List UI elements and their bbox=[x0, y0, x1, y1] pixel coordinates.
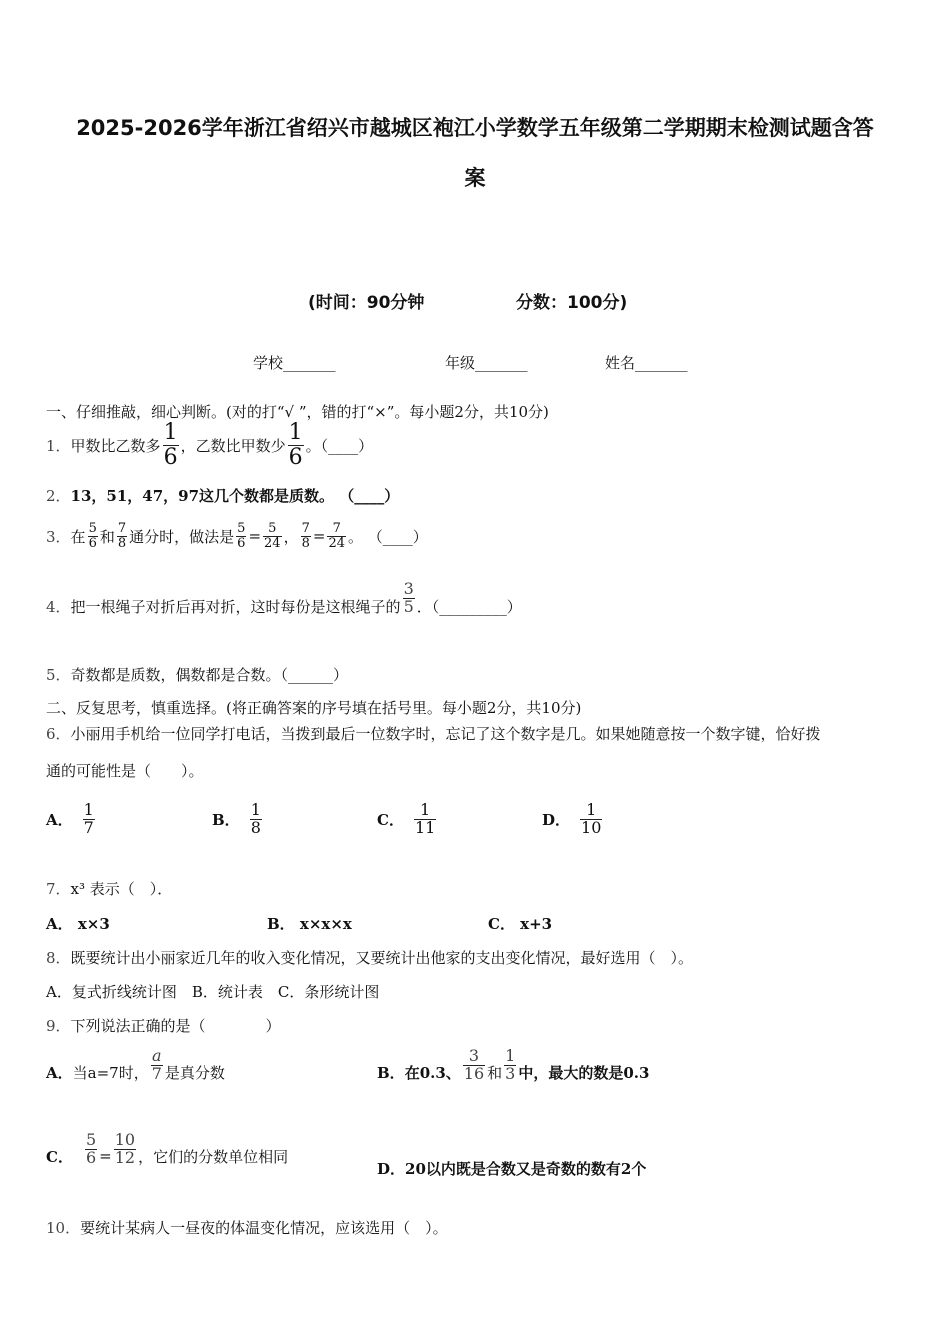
q9-option-c[interactable] bbox=[46, 1130, 288, 1182]
q3-equals-2: = bbox=[312, 527, 326, 545]
q1-number: 1． bbox=[46, 436, 71, 455]
q9-option-a-fraction: $\frac{a}{7}$ bbox=[151, 1045, 162, 1083]
q6-option-c-fraction: $\frac{1}{11}$ bbox=[414, 799, 436, 837]
q9-option-a-text-1: 当a=7时， bbox=[72, 1063, 149, 1082]
question-7 bbox=[46, 878, 172, 899]
q9-option-d-label: D． bbox=[377, 1160, 406, 1178]
section1-title: 一、仔细推敲，细心判断。(对的打“√ ”，错的打“×”。每小题2分，共10分) bbox=[46, 403, 549, 421]
q6-text-line1: 小丽用手机给一位同学打电话，当拨到最后一位数字时，忘记了这个数字是几。如果她随意按一个数字键，恰好拨 bbox=[70, 725, 821, 743]
q10-number: 10． bbox=[46, 1219, 81, 1237]
q9-option-a-label: A． bbox=[46, 1063, 73, 1082]
q10-text: 要统计某病人一昼夜的体温变化情况，应该选用（ ）。 bbox=[80, 1219, 448, 1237]
q9-option-d[interactable] bbox=[377, 1158, 646, 1179]
q6-option-b-fraction: $\frac{1}{8}$ bbox=[250, 799, 261, 837]
q6-option-a-label: A． bbox=[46, 810, 73, 829]
q3-fraction-1: $\frac{5}{6}$ bbox=[88, 520, 97, 551]
q6-option-b-label: B． bbox=[212, 810, 240, 829]
question-6-line1 bbox=[46, 723, 821, 744]
q3-number: 3． bbox=[46, 527, 71, 546]
question-4 bbox=[46, 578, 522, 634]
q4-number: 4． bbox=[46, 597, 71, 616]
q9-option-b[interactable] bbox=[377, 1046, 649, 1098]
q7-number: 7． bbox=[46, 880, 71, 898]
question-2 bbox=[46, 485, 399, 506]
question-1 bbox=[46, 420, 373, 470]
q6-option-b[interactable] bbox=[212, 796, 264, 842]
q6-option-a[interactable] bbox=[46, 796, 97, 842]
q6-option-d-fraction: $\frac{1}{10}$ bbox=[581, 799, 602, 837]
q9-option-c-label: C． bbox=[46, 1147, 73, 1166]
school-field[interactable]: 学校_______ bbox=[253, 354, 336, 372]
q4-fraction: $\frac{3}{5}$ bbox=[403, 578, 414, 616]
q3-fraction-6: $\frac{7}{24}$ bbox=[328, 520, 345, 551]
q9-text: 下列说法正确的是（ ） bbox=[70, 1017, 281, 1035]
q3-text-4: 。 （____） bbox=[347, 527, 428, 546]
q3-fraction-4: $\frac{5}{24}$ bbox=[264, 520, 281, 551]
exam-score: 分数：100分) bbox=[516, 293, 628, 313]
document-title-line2: 案 bbox=[464, 166, 486, 190]
q1-fraction-2: $\frac{1}{6}$ bbox=[288, 420, 303, 470]
q6-option-a-fraction: $\frac{1}{7}$ bbox=[83, 799, 94, 837]
q3-text-2: 和 bbox=[99, 527, 115, 546]
section2-title: 二、反复思考，慎重选择。(将正确答案的序号填在括号里。每小题2分，共10分) bbox=[46, 699, 582, 717]
q3-fraction-2: $\frac{7}{8}$ bbox=[117, 520, 127, 551]
q9-option-c-fraction-1: $\frac{5}{6}$ bbox=[85, 1129, 97, 1167]
q9-option-b-label: B． bbox=[377, 1063, 405, 1082]
q2-number: 2． bbox=[46, 487, 71, 505]
q1-fraction-1: $\frac{1}{6}$ bbox=[163, 420, 178, 470]
name-field[interactable]: 姓名_______ bbox=[605, 354, 688, 372]
question-9 bbox=[46, 1015, 281, 1036]
q9-option-c-equals: = bbox=[99, 1147, 112, 1165]
question-10 bbox=[46, 1217, 448, 1238]
q3-text-3: 通分时，做法是 bbox=[129, 527, 235, 546]
question-5 bbox=[46, 664, 348, 685]
exam-time: (时间：90分钟 bbox=[308, 293, 425, 313]
q9-number: 9． bbox=[46, 1017, 71, 1035]
q9-option-d-text: 20以内既是合数又是奇数的数有2个 bbox=[405, 1160, 647, 1178]
q9-option-a[interactable] bbox=[46, 1046, 225, 1098]
q4-tail: ．（_________） bbox=[416, 597, 522, 616]
q3-fraction-5: $\frac{7}{8}$ bbox=[301, 520, 310, 551]
q1-text-1: 甲数比乙数多 bbox=[70, 436, 161, 455]
q7-text: x³ 表示（ ）． bbox=[70, 880, 173, 898]
q2-text: 13，51，47，97这几个数都是质数。 （____） bbox=[70, 487, 400, 505]
q9-option-c-fraction-2: $\frac{10}{12}$ bbox=[114, 1129, 136, 1167]
q5-number: 5． bbox=[46, 666, 71, 684]
question-8 bbox=[46, 947, 693, 968]
q3-text-1: 在 bbox=[70, 527, 86, 546]
q9-option-b-text-2: 和 bbox=[487, 1063, 503, 1082]
grade-field[interactable]: 年级_______ bbox=[445, 354, 528, 372]
q3-comma: ， bbox=[283, 527, 299, 546]
q8-text: 既要统计出小丽家近几年的收入变化情况，又要统计出他家的支出变化情况，最好选用（ ）。 bbox=[70, 949, 694, 967]
q6-option-d[interactable] bbox=[542, 796, 604, 842]
q6-option-d-label: D． bbox=[542, 810, 571, 829]
q3-equals-1: = bbox=[248, 527, 262, 545]
q9-option-b-fraction-2: $\frac{1}{3}$ bbox=[505, 1045, 516, 1083]
q7-option-c[interactable]: C． x+3 bbox=[488, 915, 553, 933]
q1-text-2: ，乙数比甲数少 bbox=[180, 436, 286, 455]
q9-option-b-fraction-1: $\frac{3}{16}$ bbox=[463, 1045, 485, 1083]
q3-fraction-3: $\frac{5}{6}$ bbox=[237, 520, 246, 551]
q4-text: 把一根绳子对折后再对折，这时每份是这根绳子的 bbox=[70, 597, 401, 616]
q9-option-b-text-1: 在0.3、 bbox=[404, 1063, 461, 1082]
q8-options[interactable]: A．复式折线统计图 B．统计表 C．条形统计图 bbox=[46, 983, 380, 1001]
q6-option-c[interactable] bbox=[377, 796, 438, 842]
q7-option-a[interactable]: A． x×3 bbox=[46, 915, 110, 933]
q6-number: 6． bbox=[46, 725, 71, 743]
q8-number: 8． bbox=[46, 949, 71, 967]
q6-option-c-label: C． bbox=[377, 810, 404, 829]
q9-option-c-text: ，它们的分数单位相同 bbox=[138, 1147, 289, 1166]
document-title-line1: 2025-2026学年浙江省绍兴市越城区袍江小学数学五年级第二学期期末检测试题含答 bbox=[76, 116, 874, 140]
q1-text-3: 。（____） bbox=[305, 436, 374, 455]
q5-text: 奇数都是质数，偶数都是合数。（______） bbox=[70, 666, 349, 684]
question-3 bbox=[46, 515, 428, 557]
q7-option-b[interactable]: B． x×x×x bbox=[267, 915, 352, 933]
q6-text-line2: 通的可能性是（ ）。 bbox=[46, 762, 204, 780]
q9-option-b-text-3: 中，最大的数是0.3 bbox=[518, 1063, 650, 1082]
q9-option-a-text-2: 是真分数 bbox=[164, 1063, 225, 1082]
